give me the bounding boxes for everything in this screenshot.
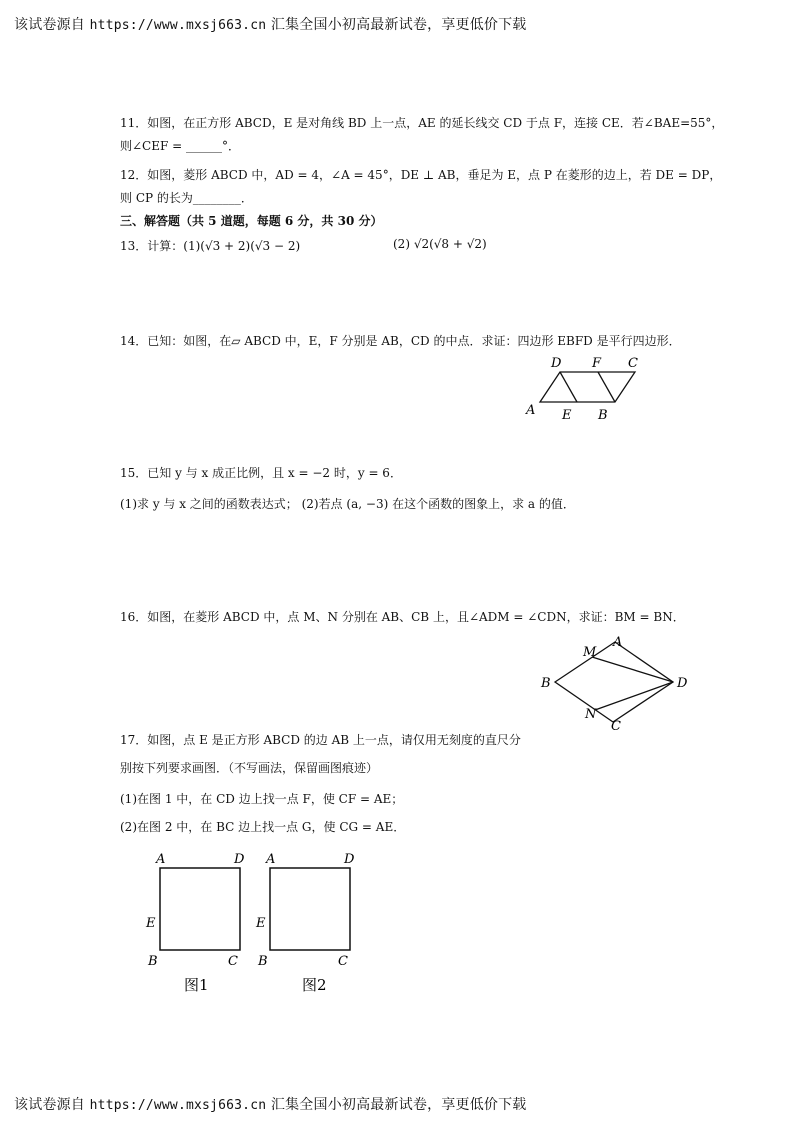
fig1-label-e: E [146, 916, 156, 931]
q14-text: 14．已知：如图，在▱ ABCD 中，E，F 分别是 AB，CD 的中点．求证：四边形 EBFD 是平行四边形． [120, 334, 681, 348]
q13-part1: 13．计算：(1)(√3 + 2)(√3 − 2) [120, 239, 301, 253]
footer-watermark [14, 1094, 527, 1114]
q16-text: 16．如图，在菱形 ABCD 中，点 M、N 分别在 AB、CB 上，且∠ADM = ∠CDN，求证：BM = BN． [120, 610, 685, 624]
q14-label-f: F [592, 356, 602, 371]
fig1-square [160, 868, 240, 950]
fig1-label-c: C [228, 954, 238, 969]
watermark-prefix: 该试卷源自 [14, 1097, 85, 1113]
q12-line1: 12．如图，菱形 ABCD 中，AD = 4，∠A = 45°，DE ⊥ AB，垂足为 E，点 P 在菱形的边上，若 DE = DP， [120, 168, 722, 182]
q15-line2: (1)求 y 与 x 之间的函数表达式； (2)若点 (a, −3) 在这个函数的图象上，求 a 的值． [120, 497, 575, 511]
watermark-prefix: 该试卷源自 [14, 17, 85, 33]
watermark-url[interactable]: https://www.mxsj663.cn [89, 1098, 267, 1113]
q16-label-n: N [585, 707, 597, 722]
section-title: 三、解答题（共 5 道题，每题 6 分，共 30 分） [120, 214, 383, 228]
q17-figure-2 [250, 848, 370, 998]
watermark-suffix: 汇集全国小初高最新试卷，享更低价下载 [270, 1097, 527, 1113]
q16-segment-md [592, 657, 673, 682]
fig1-label-b: B [148, 954, 158, 969]
fig2-label-b: B [258, 954, 268, 969]
q17-line1: 17．如图，点 E 是正方形 ABCD 的边 AB 上一点，请仅用无刻度的直尺分 [120, 733, 521, 747]
q15-line1: 15．已知 y 与 x 成正比例，且 x = −2 时，y = 6． [120, 466, 402, 480]
header-watermark [14, 14, 527, 34]
q16-label-c: C [611, 719, 621, 734]
watermark-url[interactable]: https://www.mxsj663.cn [89, 18, 267, 33]
fig2-square [270, 868, 350, 950]
q16-label-m: M [583, 645, 597, 660]
fig2-label-c: C [338, 954, 348, 969]
fig2-label-e: E [256, 916, 266, 931]
q14-label-e: E [562, 408, 572, 423]
q16-segment-nd [595, 682, 673, 710]
q14-label-d: D [551, 356, 562, 371]
q14-segment-de [560, 372, 577, 402]
q17-line2: 别按下列要求画图．（不写画法，保留画图痕迹） [120, 761, 379, 775]
q17-figure-1 [140, 848, 260, 998]
q16-rhombus-figure [535, 632, 695, 734]
q11-line1: 11．如图，在正方形 ABCD，E 是对角线 BD 上一点，AE 的延长线交 CD 于点 F，连接 CE．若∠BAE=55°， [120, 116, 724, 130]
fig1-label-a: A [156, 852, 166, 867]
q14-parallelogram [540, 372, 635, 402]
q13-part2: (2) √2(√8 + √2) [393, 237, 487, 251]
q16-label-b: B [541, 676, 551, 691]
fig2-caption: 图2 [302, 976, 327, 994]
q17-line4: (2)在图 2 中，在 BC 边上找一点 G，使 CG = AE． [120, 820, 406, 834]
q14-label-b: B [598, 408, 608, 423]
q11-line2: 则∠CEF = ______°． [120, 139, 241, 153]
q16-label-a: A [613, 635, 623, 650]
fig2-label-a: A [266, 852, 276, 867]
q14-parallelogram-figure [520, 352, 650, 424]
q14-segment-fb [598, 372, 615, 402]
fig1-caption: 图1 [184, 976, 209, 994]
watermark-suffix: 汇集全国小初高最新试卷，享更低价下载 [270, 17, 527, 33]
fig2-label-d: D [344, 852, 355, 867]
q12-line2: 则 CP 的长为________． [120, 191, 253, 205]
q16-label-d: D [677, 676, 688, 691]
fig1-label-d: D [234, 852, 245, 867]
q14-label-c: C [628, 356, 638, 371]
q16-rhombus [555, 642, 673, 722]
q14-label-a: A [526, 403, 536, 418]
q17-line3: (1)在图 1 中，在 CD 边上找一点 F，使 CF = AE； [120, 792, 404, 806]
